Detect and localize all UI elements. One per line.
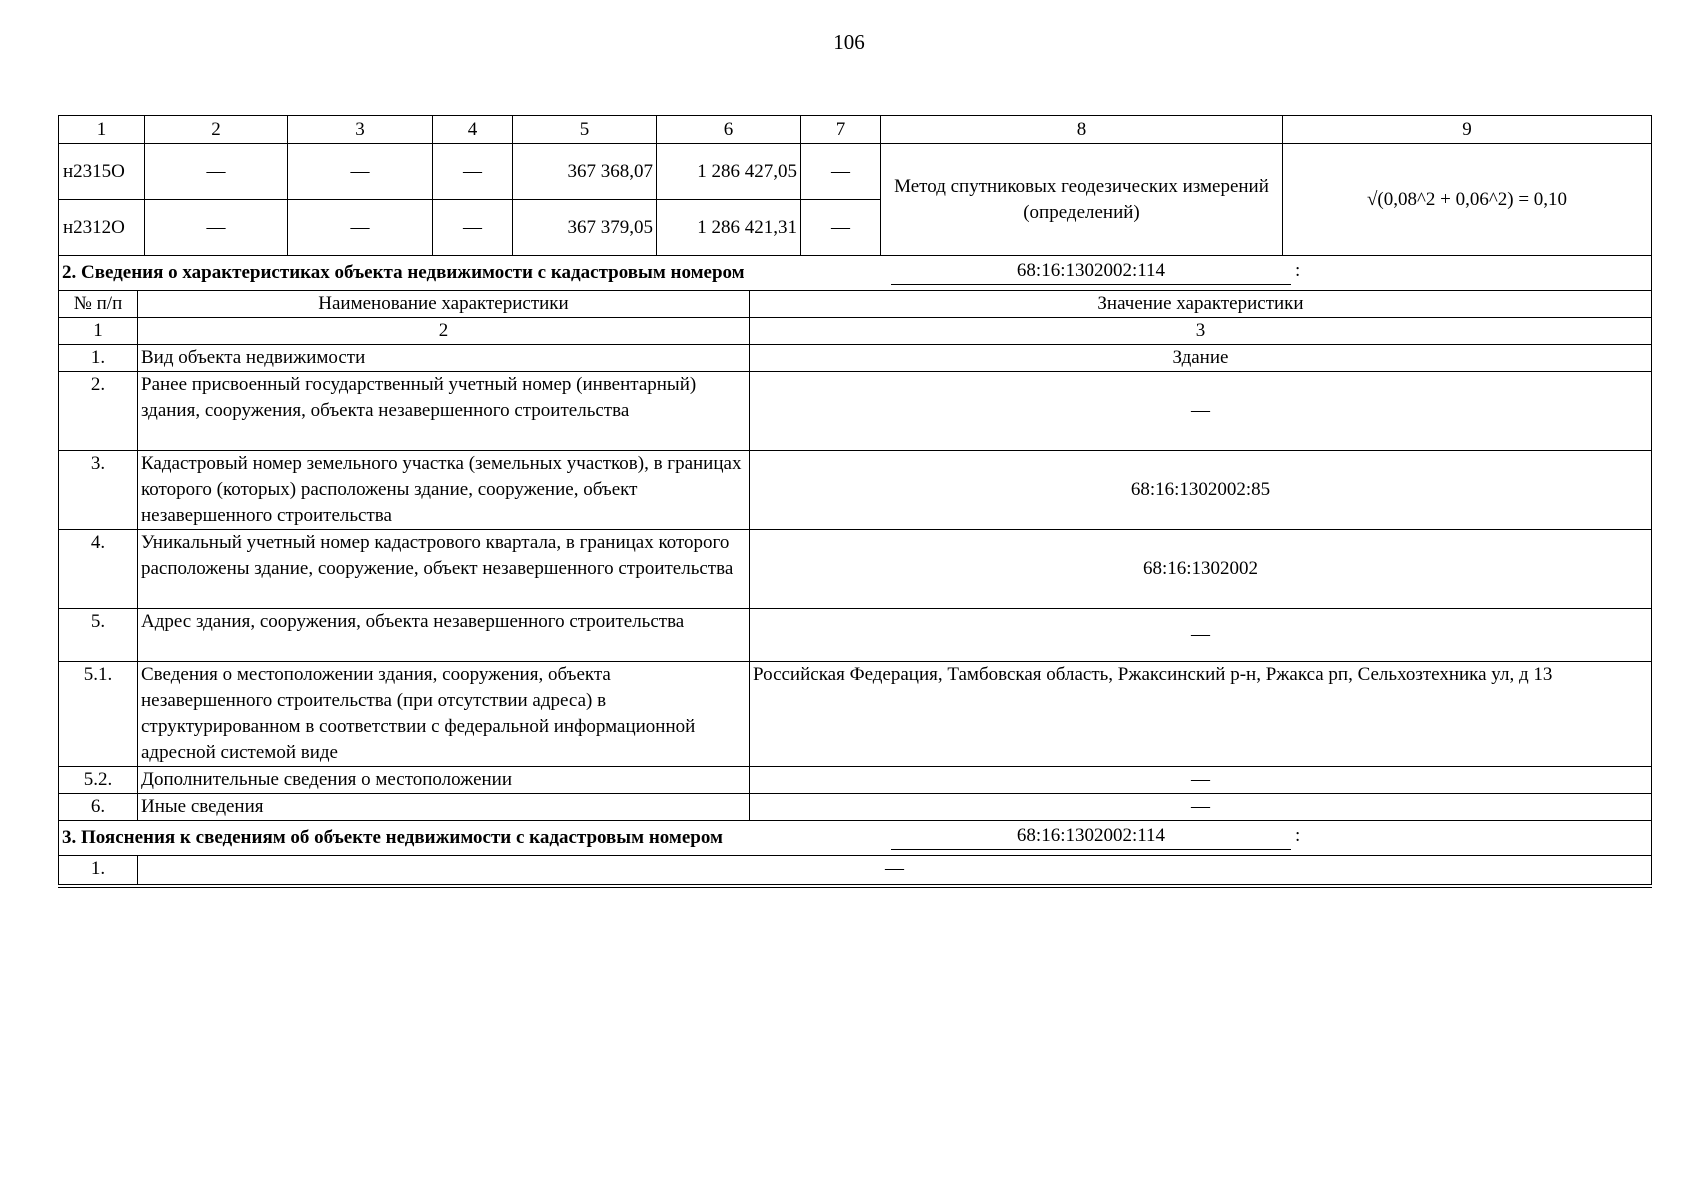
row-name: Ранее присвоенный государственный учетный номер (инвентарный) здания, сооружения, объекта незавершенного строительства bbox=[138, 372, 750, 451]
row-name: Адрес здания, сооружения, объекта незавершенного строительства bbox=[138, 609, 750, 662]
coords-header-cell: 5 bbox=[513, 116, 657, 144]
coords-header-cell: 3 bbox=[288, 116, 433, 144]
coords-header-cell: 4 bbox=[433, 116, 513, 144]
coords-header-row bbox=[59, 116, 1652, 144]
coord-cell: — bbox=[145, 200, 288, 256]
row-value: 68:16:1302002:85 bbox=[750, 451, 1652, 530]
row-value: — bbox=[750, 794, 1652, 821]
header-value: Значение характеристики bbox=[750, 291, 1652, 318]
section2-title-row bbox=[59, 256, 1652, 291]
coord-cell: — bbox=[801, 200, 881, 256]
row-name: Уникальный учетный номер кадастрового квартала, в границах которого расположены здание, сооружение, объект незавершенного строительства bbox=[138, 530, 750, 609]
row-value: — bbox=[138, 856, 1652, 887]
section2-colon: : bbox=[1295, 260, 1301, 281]
section3-colon: : bbox=[1295, 825, 1301, 846]
colnum-value: 3 bbox=[750, 318, 1652, 345]
coords-header-cell: 8 bbox=[881, 116, 1283, 144]
coords-header-cell: 9 bbox=[1283, 116, 1652, 144]
coord-y: 1 286 427,05 bbox=[657, 144, 801, 200]
header-name: Наименование характеристики bbox=[138, 291, 750, 318]
row-no: 3. bbox=[59, 451, 138, 530]
colnum-name: 2 bbox=[138, 318, 750, 345]
section2-title: 2. Сведения о характеристиках объекта недвижимости с кадастровым номером bbox=[62, 262, 745, 283]
chars-header-row bbox=[59, 291, 1652, 318]
point-id: н2315О bbox=[59, 144, 145, 200]
row-name: Иные сведения bbox=[138, 794, 750, 821]
coord-x: 367 379,05 bbox=[513, 200, 657, 256]
row-no: 5.1. bbox=[59, 662, 138, 767]
method-cell: Метод спутниковых геодезических измерений (определений) bbox=[881, 144, 1283, 256]
accuracy-cell: √(0,08^2 + 0,06^2) = 0,10 bbox=[1283, 144, 1652, 256]
section3-title-cell bbox=[59, 821, 1652, 856]
page-number: 106 bbox=[833, 30, 865, 54]
characteristics-table bbox=[58, 255, 1652, 888]
coords-header-cell: 1 bbox=[59, 116, 145, 144]
coords-header-cell: 2 bbox=[145, 116, 288, 144]
section3-title: 3. Пояснения к сведениям об объекте недвижимости с кадастровым номером bbox=[62, 827, 723, 848]
coord-x: 367 368,07 bbox=[513, 144, 657, 200]
row-no: 1. bbox=[59, 856, 138, 887]
row-no: 6. bbox=[59, 794, 138, 821]
row-name: Сведения о местоположении здания, сооружения, объекта незавершенного строительства (при отсутствии адреса) в структурированном в соответствии с федеральной информационной адресной системой виде bbox=[138, 662, 750, 767]
table-row bbox=[59, 856, 1652, 887]
table-row bbox=[59, 609, 1652, 662]
row-value: Российская Федерация, Тамбовская область, Ржаксинский р-н, Ржакса рп, Сельхозтехника ул, д 13 bbox=[750, 662, 1652, 767]
coord-cell: — bbox=[433, 144, 513, 200]
table-row bbox=[59, 794, 1652, 821]
coord-cell: — bbox=[433, 200, 513, 256]
row-name: Вид объекта недвижимости bbox=[138, 345, 750, 372]
chars-colnum-row bbox=[59, 318, 1652, 345]
coord-y: 1 286 421,31 bbox=[657, 200, 801, 256]
row-no: 4. bbox=[59, 530, 138, 609]
section3-cad-number: 68:16:1302002:114 bbox=[891, 823, 1291, 850]
row-value: — bbox=[750, 609, 1652, 662]
section2-title-cell bbox=[59, 256, 1652, 291]
row-value: Здание bbox=[750, 345, 1652, 372]
colnum-no: 1 bbox=[59, 318, 138, 345]
coord-cell: — bbox=[288, 200, 433, 256]
row-no: 1. bbox=[59, 345, 138, 372]
row-no: 5. bbox=[59, 609, 138, 662]
coord-cell: — bbox=[288, 144, 433, 200]
table-row bbox=[59, 372, 1652, 451]
table-row bbox=[59, 144, 1652, 200]
table-row bbox=[59, 451, 1652, 530]
coordinates-table bbox=[58, 115, 1652, 256]
row-name: Дополнительные сведения о местоположении bbox=[138, 767, 750, 794]
row-value: — bbox=[750, 372, 1652, 451]
section3-title-row bbox=[59, 821, 1652, 856]
row-no: 5.2. bbox=[59, 767, 138, 794]
table-row bbox=[59, 530, 1652, 609]
row-no: 2. bbox=[59, 372, 138, 451]
table-row bbox=[59, 767, 1652, 794]
row-name: Кадастровый номер земельного участка (земельных участков), в границах которого (которых) расположены здание, сооружение, объект незавершенного строительства bbox=[138, 451, 750, 530]
coord-cell: — bbox=[801, 144, 881, 200]
point-id: н2312О bbox=[59, 200, 145, 256]
row-value: 68:16:1302002 bbox=[750, 530, 1652, 609]
section2-cad-number: 68:16:1302002:114 bbox=[891, 258, 1291, 285]
coords-header-cell: 7 bbox=[801, 116, 881, 144]
coords-header-cell: 6 bbox=[657, 116, 801, 144]
table-row bbox=[59, 662, 1652, 767]
row-value: — bbox=[750, 767, 1652, 794]
coord-cell: — bbox=[145, 144, 288, 200]
table-row bbox=[59, 345, 1652, 372]
header-no: № п/п bbox=[59, 291, 138, 318]
